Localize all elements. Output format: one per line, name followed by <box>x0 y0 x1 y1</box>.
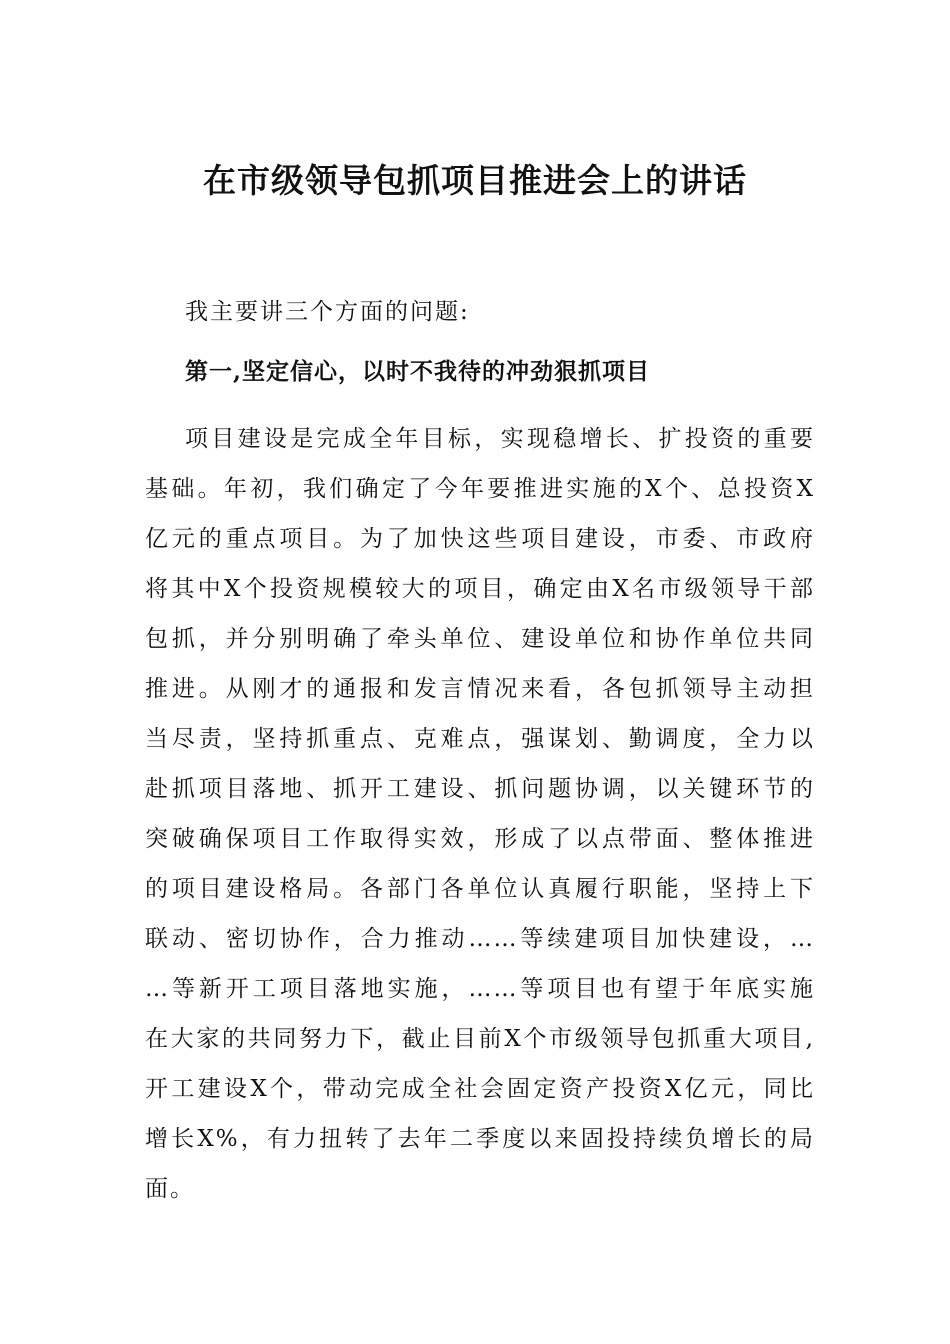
body-line: 当尽责，坚持抓重点、克难点，强谋划、勤调度，全力以 <box>145 726 815 752</box>
section-heading: 第一,坚定信心，以时不我待的冲劲狠抓项目 <box>185 358 651 385</box>
body-line: 面。 <box>145 1176 195 1202</box>
body-line: 推进。从刚才的通报和发言情况来看，各包抓领导主动担 <box>145 676 815 702</box>
body-line: 项目建设是完成全年目标，实现稳增长、扩投资的重要 <box>185 426 815 452</box>
body-line: 将其中X个投资规模较大的项目，确定由X名市级领导干部 <box>145 576 815 602</box>
body-line: 增长X%，有力扭转了去年二季度以来固投持续负增长的局 <box>145 1126 815 1152</box>
intro-paragraph: 我主要讲三个方面的问题: <box>185 299 470 325</box>
body-line: 包抓，并分别明确了牵头单位、建设单位和协作单位共同 <box>145 626 815 652</box>
body-line: 的项目建设格局。各部门各单位认真履行职能，坚持上下 <box>145 876 815 902</box>
body-line: 突破确保项目工作取得实效，形成了以点带面、整体推进 <box>145 826 815 852</box>
body-line: 开工建设X个，带动完成全社会固定资产投资X亿元，同比 <box>145 1076 815 1102</box>
body-paragraph <box>145 414 815 1214</box>
body-line: …等新开工项目落地实施，……等项目也有望于年底实施 <box>145 976 815 1002</box>
body-line: 基础。年初，我们确定了今年要推进实施的X个、总投资X <box>145 476 815 502</box>
body-line: 亿元的重点项目。为了加快这些项目建设，市委、市政府 <box>145 526 815 552</box>
body-line: 在大家的共同努力下，截止目前X个市级领导包抓重大项目, <box>145 1026 815 1052</box>
body-line: 联动、密切协作，合力推动……等续建项目加快建设，… <box>145 926 815 952</box>
body-line: 赴抓项目落地、抓开工建设、抓问题协调，以关键环节的 <box>145 776 815 802</box>
document-title: 在市级领导包抓项目推进会上的讲话 <box>203 161 747 200</box>
